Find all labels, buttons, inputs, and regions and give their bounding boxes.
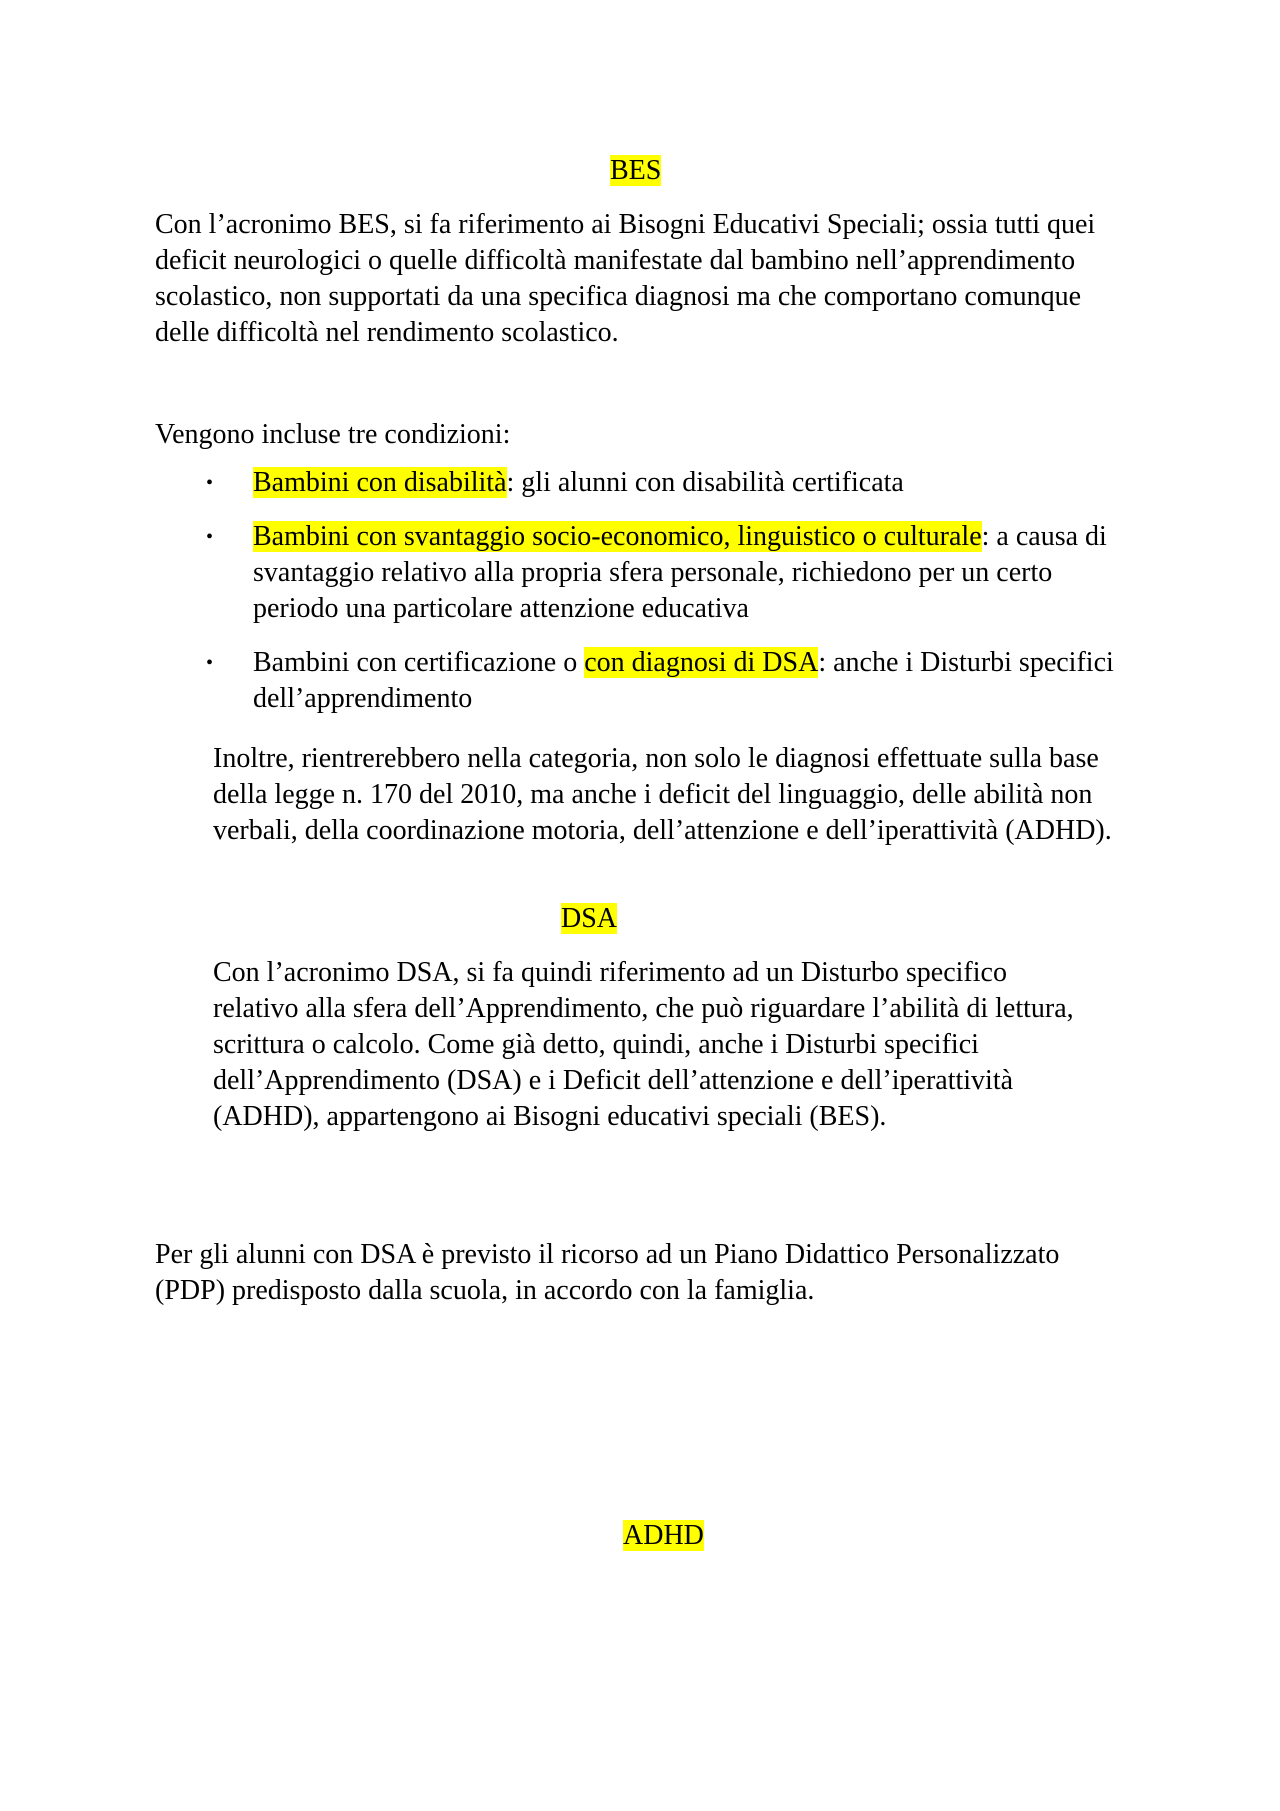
item-rest: : a causa di svantaggio relativo alla propria sfera personale, richiedono per un certo periodo una particolare attenzione educativa xyxy=(253,521,1107,624)
list-item xyxy=(153,645,1133,717)
heading-bes xyxy=(610,153,661,189)
item-highlight: Bambini con disabilità xyxy=(253,467,507,498)
bes-intro-paragraph: Con l’acronimo BES, si fa riferimento ai Bisogni Educativi Speciali; ossia tutti quei deficit neurologici o quelle difficoltà manifestate dal bambino nell’apprendimento scolastico, non supportati da una specifica diagnosi ma che comportano comunque delle difficoltà nel rendimento scolastico. xyxy=(155,209,1096,348)
bullet-icon: • xyxy=(206,652,214,674)
item-highlight: con diagnosi di DSA xyxy=(584,647,819,678)
bullet-icon: • xyxy=(206,526,214,548)
bullet-icon: • xyxy=(206,472,214,494)
heading-dsa-text: DSA xyxy=(561,903,618,934)
item-rest: : gli alunni con disabilità certificata xyxy=(506,467,904,498)
item-prefix: Bambini con certificazione o xyxy=(253,647,585,678)
conditions-list xyxy=(153,465,1133,735)
dsa-pdp-paragraph: Per gli alunni con DSA è previsto il ricorso ad un Piano Didattico Personalizzato (PDP) predisposto dalla scuola, in accordo con la famiglia. xyxy=(155,1239,1060,1306)
heading-bes-text: BES xyxy=(610,155,662,186)
item-rest: : anche i Disturbi specifici dell’apprendimento xyxy=(253,647,1114,714)
heading-adhd-text: ADHD xyxy=(623,1520,704,1551)
item-highlight: Bambini con svantaggio socio-economico, linguistico o culturale xyxy=(253,521,982,552)
dsa-body-paragraph: Con l’acronimo DSA, si fa quindi riferimento ad un Disturbo specifico relativo alla sfera dell’Apprendimento, che può riguardare l’abilità di lettura, scrittura o calcolo. Come già detto, quindi, anche i Disturbi specifici dell’Apprendimento (DSA) e i Deficit dell’attenzione e dell’iperattività (ADHD), appartengono ai Bisogni educativi speciali (BES). xyxy=(213,957,1074,1132)
list-item xyxy=(153,465,1133,501)
bes-extra-paragraph: Inoltre, rientrerebbero nella categoria, non solo le diagnosi effettuate sulla base della legge n. 170 del 2010, ma anche i deficit del linguaggio, delle abilità non verbali, della coordinazione motoria, dell’attenzione e dell’iperattività (ADHD). xyxy=(213,743,1112,846)
conditions-lead: Vengono incluse tre condizioni: xyxy=(155,419,511,450)
heading-adhd xyxy=(623,1518,704,1554)
heading-dsa xyxy=(561,901,617,937)
list-item xyxy=(153,519,1133,627)
